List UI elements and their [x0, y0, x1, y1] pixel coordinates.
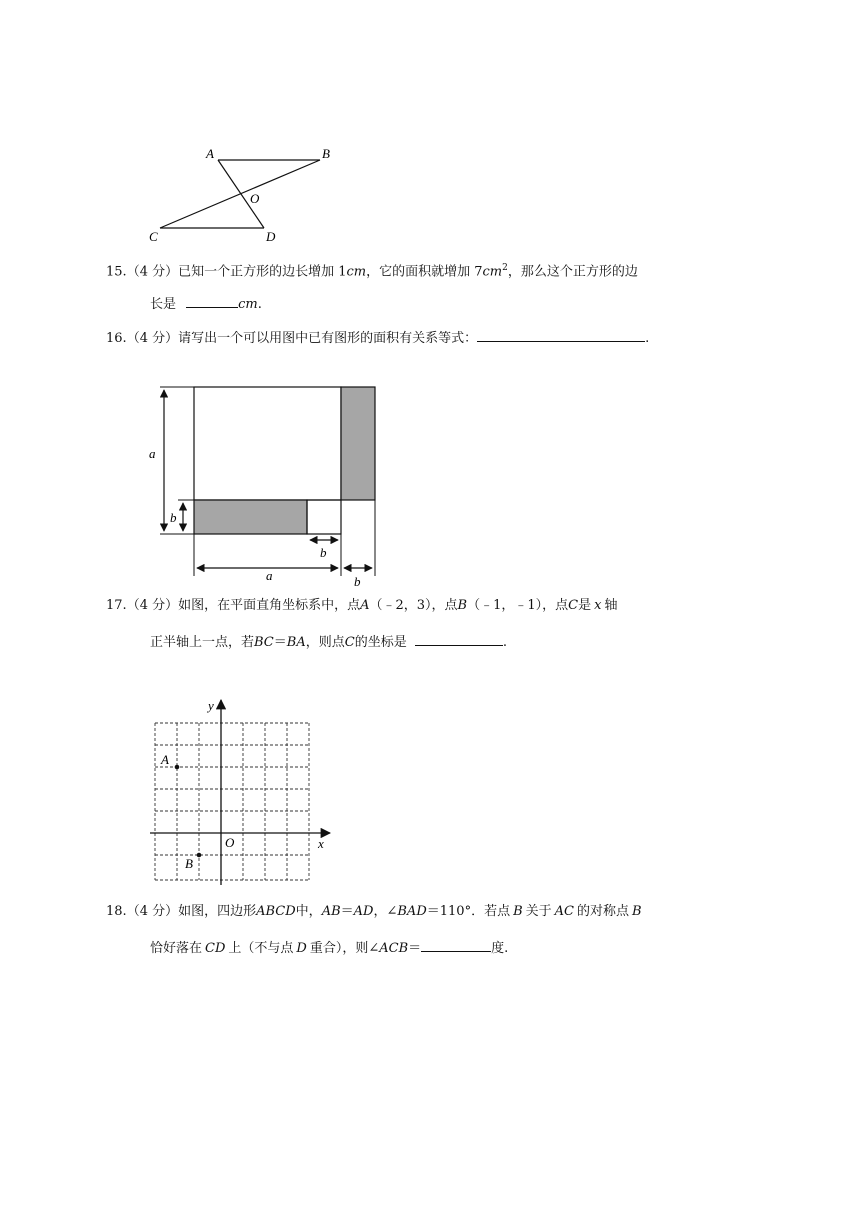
answer-blank-16[interactable]	[477, 328, 645, 342]
label-o: O	[225, 835, 235, 850]
question-16: 16.（4 分）请写出一个可以用图中已有图形的面积有关系等式： .	[106, 328, 649, 348]
label-b-right: b	[354, 574, 361, 589]
question-number: 17.	[106, 598, 127, 613]
label-a-left: a	[149, 446, 156, 461]
question-number: 16.	[106, 331, 127, 346]
label-a: A	[161, 752, 169, 767]
square-b	[307, 500, 341, 534]
figure-area-rectangles	[140, 380, 390, 590]
question-score: （4 分）	[126, 331, 179, 346]
question-score: （4 分）	[126, 904, 179, 919]
figure-coordinate-grid	[140, 690, 340, 890]
question-15-line-2: 长是 cm.	[150, 294, 262, 314]
label-c: C	[149, 229, 158, 244]
question-17-line-1: 17.（4 分）如图，在平面直角坐标系中，点A（﹣2，3），点B（﹣1，﹣1），点C是 x 轴	[106, 598, 618, 613]
segment-bc	[160, 160, 320, 228]
answer-blank-18[interactable]	[421, 938, 491, 952]
label-x: x	[318, 836, 324, 851]
question-score: （4 分）	[126, 598, 179, 613]
label-b: B	[322, 146, 330, 161]
label-y: y	[208, 698, 214, 713]
shaded-rect-right	[341, 387, 375, 500]
question-18-line-2: 恰好落在 CD 上（不与点 D 重合），则∠ACB＝ 度.	[150, 938, 508, 958]
label-a: A	[206, 146, 214, 161]
figure-triangles-abocd	[140, 140, 350, 250]
question-score: （4 分）	[126, 264, 179, 280]
label-b: B	[185, 856, 193, 871]
question-15-line-1: 15.（4 分）已知一个正方形的边长增加 1cm，它的面积就增加 $7cm^2$，那么这个正方形的边	[106, 263, 638, 280]
dashed-grid	[155, 723, 309, 880]
question-17-line-2: 正半轴上一点，若BC＝BA，则点C的坐标是 .	[150, 632, 507, 652]
point-a	[175, 765, 180, 770]
label-b-left: b	[170, 510, 177, 525]
question-number: 18.	[106, 904, 127, 919]
label-a-bottom: a	[266, 568, 273, 583]
label-d: D	[266, 229, 276, 244]
label-b-middle: b	[320, 545, 327, 560]
label-o: O	[250, 191, 260, 206]
answer-blank-17[interactable]	[415, 632, 503, 646]
square-a	[194, 387, 341, 500]
question-18-line-1: 18.（4 分）如图，四边形ABCD中，AB＝AD，∠BAD＝110°．若点 B 关于 AC 的对称点 B	[106, 904, 642, 919]
answer-blank-15[interactable]	[186, 294, 238, 308]
shaded-rect-bottom	[194, 500, 307, 534]
point-b	[197, 853, 202, 858]
question-number: 15.	[106, 264, 127, 280]
